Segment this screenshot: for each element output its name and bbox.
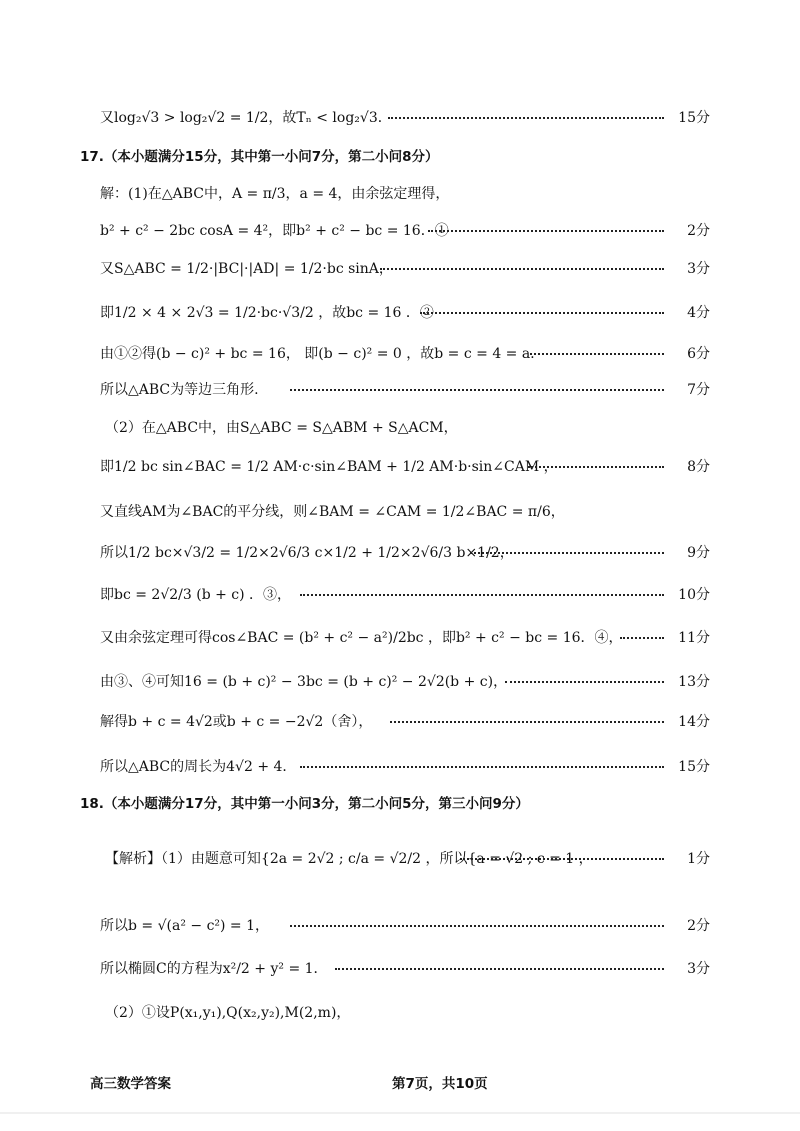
- answer-text: 所以b = √(a² − c²) = 1，: [100, 918, 270, 934]
- answer-line: [0, 110, 800, 126]
- question-header: [0, 149, 800, 165]
- answer-line: [0, 1005, 800, 1021]
- score-label: 13分: [678, 674, 710, 690]
- answer-text: 又由余弦定理可得cos∠BAC = (b² + c² − a²)/2bc ，即b² + c² − bc = 16．④，: [100, 630, 623, 646]
- answer-line: [0, 545, 800, 561]
- header-text: 17.（本小题满分15分，其中第一小问7分，第二小问8分）: [80, 149, 439, 165]
- answer-text: 即1/2 × 4 × 2√3 = 1/2·bc·√3/2 ，故bc = 16 ．②: [100, 305, 434, 321]
- answer-line: [0, 714, 800, 730]
- score-label: 9分: [687, 545, 710, 561]
- page-number: 第7页，共10页: [392, 1076, 488, 1092]
- answer-line: [0, 459, 800, 475]
- answer-line: [0, 961, 800, 977]
- answer-text: b² + c² − 2bc cosA = 4²，即b² + c² − bc = 16．①: [100, 223, 449, 239]
- leader-dots: [470, 552, 664, 555]
- answer-line: [0, 851, 800, 867]
- answer-line: [0, 223, 800, 239]
- answer-line: [0, 504, 800, 520]
- answer-text: （2）在△ABC中，由S△ABC = S△ABM + S△ACM，: [105, 420, 458, 436]
- score-label: 6分: [687, 346, 710, 362]
- bottom-divider: [0, 1112, 800, 1114]
- answer-text: 所以△ABC为等边三角形.: [100, 382, 259, 398]
- answer-line: [0, 630, 800, 646]
- answer-text: 又S△ABC = 1/2·|BC|·|AD| = 1/2·bc sinA，: [100, 261, 393, 277]
- answer-line: [0, 382, 800, 398]
- answer-line: [0, 918, 800, 934]
- score-label: 7分: [687, 382, 710, 398]
- leader-dots: [388, 117, 664, 120]
- answer-line: [0, 346, 800, 362]
- answer-line: [0, 420, 800, 436]
- score-label: 4分: [687, 305, 710, 321]
- question-header: [0, 796, 800, 812]
- answer-line: [0, 674, 800, 690]
- score-label: 2分: [687, 223, 710, 239]
- leader-dots: [380, 268, 664, 271]
- score-label: 1分: [687, 851, 710, 867]
- leader-dots: [420, 312, 664, 315]
- leader-dots: [620, 637, 664, 640]
- leader-dots: [530, 353, 664, 356]
- answer-text: 所以△ABC的周长为4√2 + 4．: [100, 759, 297, 775]
- answer-text: 又log₂√3 > log₂√2 = 1/2，故Tₙ < log₂√3．: [100, 110, 392, 126]
- answer-line: [0, 759, 800, 775]
- leader-dots: [528, 466, 664, 469]
- score-label: 10分: [678, 587, 710, 603]
- answer-line: [0, 186, 800, 202]
- header-text: 18.（本小题满分17分，其中第一小问3分，第二小问5分，第三小问9分）: [80, 796, 529, 812]
- leader-dots: [290, 925, 664, 928]
- score-label: 8分: [687, 459, 710, 475]
- answer-text: 所以1/2 bc×√3/2 = 1/2×2√6/3 c×1/2 + 1/2×2√6/3 b×1/2，: [100, 545, 514, 561]
- answer-text: 即bc = 2√2/3 (b + c) ．③，: [100, 587, 292, 603]
- answer-line: [0, 305, 800, 321]
- leader-dots: [300, 594, 664, 597]
- answer-line: [0, 587, 800, 603]
- leader-dots: [335, 968, 664, 971]
- answer-text: 【解析】（1）由题意可知{2a = 2√2 ; c/a = √2/2 ，所以{a = √2 ; c = 1 ，: [105, 851, 593, 867]
- answer-text: 由①②得(b − c)² + bc = 16， 即(b − c)² = 0 ，故b = c = 4 = a．: [100, 346, 545, 362]
- answer-text: 又直线AM为∠BAC的平分线，则∠BAM = ∠CAM = 1/2∠BAC = π/6，: [100, 504, 565, 520]
- leader-dots: [390, 721, 664, 724]
- answer-text: （2）①设P(x₁,y₁),Q(x₂,y₂),M(2,m)，: [105, 1005, 351, 1021]
- leader-dots: [300, 766, 664, 769]
- leader-dots: [290, 389, 664, 392]
- answer-text: 所以椭圆C的方程为x²/2 + y² = 1．: [100, 961, 328, 977]
- score-label: 15分: [678, 759, 710, 775]
- leader-dots: [505, 681, 664, 684]
- score-label: 15分: [678, 110, 710, 126]
- answer-line: [0, 261, 800, 277]
- score-label: 14分: [678, 714, 710, 730]
- score-label: 3分: [687, 261, 710, 277]
- leader-dots: [460, 858, 664, 861]
- footer-left: 高三数学答案: [90, 1076, 171, 1092]
- leader-dots: [428, 230, 664, 233]
- answer-text: 解：(1)在△ABC中，A = π/3，a = 4，由余弦定理得，: [100, 186, 450, 202]
- score-label: 2分: [687, 918, 710, 934]
- answer-text: 即1/2 bc sin∠BAC = 1/2 AM·c·sin∠BAM + 1/2 AM·b·sin∠CAM ，: [100, 459, 558, 475]
- score-label: 11分: [678, 630, 710, 646]
- answer-text: 解得b + c = 4√2或b + c = −2√2（舍），: [100, 714, 373, 730]
- answer-text: 由③、④可知16 = (b + c)² − 3bc = (b + c)² − 2√2(b + c)，: [100, 674, 508, 690]
- score-label: 3分: [687, 961, 710, 977]
